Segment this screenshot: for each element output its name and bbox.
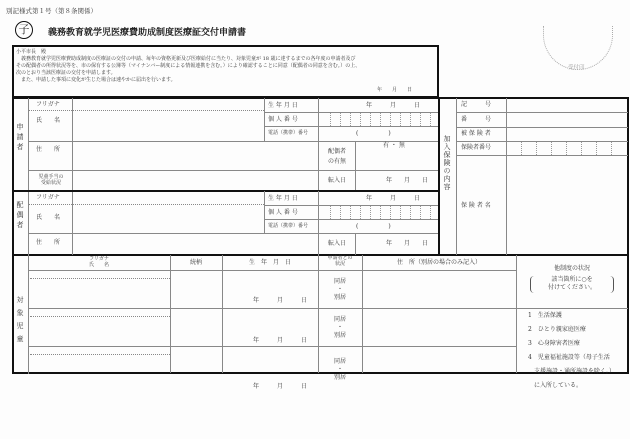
insurance-section-label: 加入保険の内容	[443, 135, 451, 191]
other-system-note: 該当箇所に○を 付けてください。	[530, 276, 614, 293]
spouse-address-input[interactable]	[74, 235, 316, 254]
applicant-personal-number-label: 個 人 番 号	[268, 116, 298, 123]
applicant-furigana-label: フリガナ	[36, 101, 60, 108]
applicant-name-input[interactable]	[74, 112, 262, 140]
spouse-section-label: 配偶者	[16, 201, 24, 231]
child-name-header: フリガナ 氏 名	[88, 256, 109, 268]
child-relation-header: 続柄	[189, 259, 202, 266]
child-2-birthdate-input[interactable]: 年 月 日	[253, 337, 308, 344]
insurer-number-input[interactable]	[508, 142, 627, 154]
insurance-number-input[interactable]	[508, 114, 627, 126]
child-3-address-input[interactable]	[364, 348, 514, 372]
child-3-name-input[interactable]	[30, 356, 168, 372]
spouse-presence-label: 配偶者 の有無	[328, 148, 347, 165]
applicant-move-in-input[interactable]: 年 月 日	[386, 177, 429, 184]
child-1-address-input[interactable]	[364, 272, 514, 307]
insured-person-input[interactable]	[508, 128, 627, 140]
applicant-birthdate-label: 生 年 月 日	[268, 102, 298, 109]
spouse-furigana-label: フリガナ	[36, 194, 60, 201]
applicant-move-in-label: 転入日	[328, 177, 347, 184]
applicant-furigana-input[interactable]	[74, 99, 262, 109]
child-badge: 子	[15, 21, 33, 39]
spouse-birthdate-label: 生 年 月 日	[268, 195, 298, 202]
spouse-name-label: 氏 名	[36, 214, 61, 221]
insurer-name-label: 保 険 者 名	[461, 202, 491, 209]
insurance-number-label: 番 号	[461, 116, 492, 123]
child-allowance-input[interactable]	[74, 172, 316, 189]
child-2-status-select[interactable]: 同居 ・ 別居	[333, 316, 346, 339]
insurer-name-input[interactable]	[508, 157, 627, 254]
applicant-address-label: 住 所	[36, 146, 61, 153]
declaration-line-3: 次のとおり当該医療証の交付を申請します。	[16, 70, 116, 76]
insurer-number-label: 保険者番号	[461, 144, 492, 151]
child-status-header: 申請者との 状況	[327, 255, 353, 267]
spouse-move-in-input[interactable]: 年 月 日	[386, 240, 429, 247]
child-3-birthdate-input[interactable]: 年 月 日	[253, 383, 308, 390]
applicant-phone-label: 電話（携帯）番号	[268, 130, 309, 136]
declaration-line-1: 義務教育就学児医療費助成制度の医療証の交付の申請、毎年の資格更新及び医療給付に当たり、対象児童が 18 歳に達するまでの各年度の申請者及び	[16, 56, 356, 62]
spouse-name-input[interactable]	[74, 206, 262, 232]
children-section-label: 対象児童	[16, 296, 24, 348]
insured-person-label: 被 保 険 者	[461, 130, 491, 137]
spouse-address-label: 住 所	[36, 239, 61, 246]
other-item-4-cont-1: 支援施設・通所施設を除く。）	[534, 368, 615, 375]
applicant-phone-input[interactable]: ( )	[356, 130, 391, 137]
spouse-phone-label: 電話（携帯）番号	[268, 223, 309, 229]
other-system-header: 他制度の状況	[553, 265, 590, 272]
insurance-symbol-input[interactable]	[508, 99, 627, 111]
child-1-name-input[interactable]	[30, 280, 168, 307]
applicant-section-label: 申請者	[16, 123, 24, 153]
spouse-phone-input[interactable]: ( )	[356, 223, 391, 230]
applicant-address-input[interactable]	[74, 143, 316, 169]
form-number: 別記様式第１号（第８条関係）	[6, 7, 97, 15]
applicant-birthdate-input[interactable]: 年 月 日	[366, 102, 421, 109]
declaration-line-2: その配偶者の所得状況等を、市の保有する公簿等（マイナンバー制度による情報連携を含む。）により確認することに同意（配偶者の同意を含む。）の上、	[16, 63, 361, 69]
spouse-presence-select[interactable]: 有 ・ 無	[383, 142, 405, 149]
other-item-4[interactable]: 4 児童福祉施設等（母子生活	[528, 354, 610, 361]
child-2-relation-input[interactable]	[172, 310, 220, 345]
spouse-personal-number-label: 個 人 番 号	[268, 209, 298, 216]
spouse-furigana-input[interactable]	[74, 192, 262, 203]
receipt-stamp-label: 受付印	[568, 65, 585, 71]
spouse-birthdate-input[interactable]: 年 月 日	[366, 195, 421, 202]
child-birthdate-header: 生 年 月 日	[248, 259, 291, 266]
child-3-status-select[interactable]: 同居 ・ 別居	[333, 358, 346, 381]
child-2-name-input[interactable]	[30, 318, 168, 345]
applicant-name-label: 氏 名	[36, 117, 61, 124]
page-title: 義務教育就学児医療費助成制度医療証交付申請書	[48, 28, 247, 38]
child-3-relation-input[interactable]	[172, 348, 220, 372]
declaration-line-4: また、申請した事項に変化が生じた場合は速やかに届出を行います。	[16, 77, 176, 83]
child-address-header: 住 所（別居の場合のみ記入）	[396, 259, 481, 266]
other-item-4-cont-2: に入所している。	[534, 382, 583, 389]
other-item-1[interactable]: 1 生活保護	[528, 312, 562, 319]
child-1-status-select[interactable]: 同居 ・ 別居	[333, 278, 346, 301]
child-2-address-input[interactable]	[364, 310, 514, 345]
child-1-relation-input[interactable]	[172, 272, 220, 307]
child-allowance-label: 児童手当の 受給状況	[38, 174, 64, 186]
other-item-2[interactable]: 2 ひとり親家庭医療	[528, 326, 586, 333]
insurance-symbol-label: 記 号	[461, 101, 492, 108]
other-item-3[interactable]: 3 心身障害者医療	[528, 340, 580, 347]
spouse-move-in-label: 転入日	[328, 240, 347, 247]
declaration-date: 年 月 日	[377, 87, 413, 93]
child-1-birthdate-input[interactable]: 年 月 日	[253, 297, 308, 304]
addressee: 小平市長 殿	[16, 49, 47, 55]
